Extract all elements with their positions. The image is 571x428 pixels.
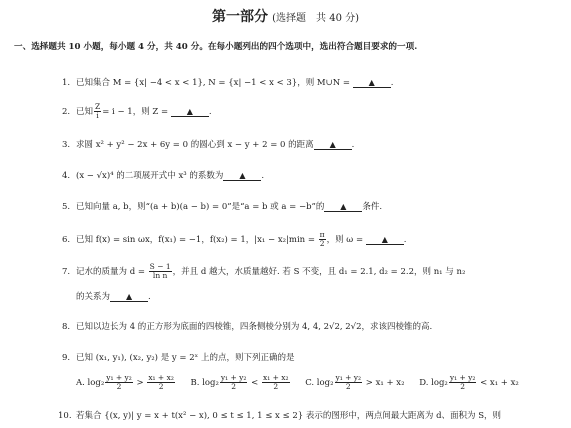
option-text: <	[248, 378, 261, 388]
question-1	[62, 76, 393, 88]
fraction-bottom: i	[96, 111, 99, 120]
question-number: 10.	[58, 411, 72, 421]
question-text: 若集合 {(x, y)| y = x + t(x² − x), 0 ≤ t ≤ 1, 1 ≤ x ≤ 2} 表示的图形中，两点间最大距离为 d、面积为 S，则	[76, 411, 502, 421]
question-text: 已知向量 a, b，则“(a + b)(a − b) = 0”是“a = b 或 a = −b”的	[76, 202, 325, 212]
page-title	[0, 6, 571, 26]
fraction	[105, 374, 133, 391]
fraction-top: y₁ + y₂	[449, 373, 476, 382]
question-end: .	[148, 292, 151, 302]
fraction-bottom: 2	[319, 239, 325, 248]
fraction-bottom: 2	[460, 382, 465, 391]
fraction-bottom: 2	[345, 382, 351, 391]
question-7	[62, 263, 465, 280]
option-label: B. log₂	[190, 378, 219, 388]
fraction	[335, 374, 363, 391]
question-7-line2	[76, 290, 151, 302]
question-text: 记水的质量为 d =	[76, 267, 148, 277]
fraction-top: x₁ + x₂	[262, 373, 289, 382]
option-label: A. log₂	[76, 378, 105, 388]
fraction	[147, 374, 175, 391]
question-end: 条件.	[362, 202, 383, 212]
fraction	[449, 374, 477, 391]
question-text: 已知以边长为 4 的正方形为底面的四棱锥，四条侧棱分别为 4, 4, 2√2, 2√2，求该四棱锥的高.	[76, 322, 433, 332]
title-sub: (选择题 共 40 分)	[272, 13, 360, 24]
option-a[interactable]	[76, 374, 176, 391]
fraction-bottom: 2	[231, 382, 237, 391]
question-3	[62, 138, 354, 150]
option-d[interactable]	[419, 374, 519, 391]
answer-blank[interactable]: ▲	[171, 108, 209, 117]
question-text: 已知集合 M = {x| −4 < x < 1}, N = {x| −1 < x < 3}，则 M∪N =	[76, 78, 353, 88]
question-text: 已知	[76, 107, 94, 117]
fraction-top: y₁ + y₂	[220, 373, 247, 382]
question-number: 9.	[62, 353, 71, 363]
section-instruction: 一、选择题共 10 小题，每小题 4 分，共 40 分。在每小题列出的四个选项中，选出符合题目要求的一项.	[14, 42, 418, 52]
fraction-top: S − 1	[149, 262, 171, 271]
option-c[interactable]	[305, 374, 404, 391]
question-number: 3.	[62, 140, 71, 150]
question-text: 的关系为	[76, 292, 111, 302]
question-6	[62, 231, 406, 248]
question-number: 8.	[62, 322, 71, 332]
question-2	[62, 103, 212, 120]
question-number: 7.	[62, 267, 71, 277]
question-text: 求圆 x² + y² − 2x + 6y = 0 的圆心到 x − y + 2 = 0 的距离	[76, 140, 314, 150]
question-text: = i − 1，则 Z =	[102, 107, 171, 117]
fraction-bottom: 2	[116, 382, 122, 391]
question-text: (x − √x)⁴ 的二项展开式中 x³ 的系数为	[76, 171, 224, 181]
option-text: < x₁ + x₂	[477, 378, 519, 388]
fraction	[149, 263, 172, 280]
option-label: D. log₂	[419, 378, 448, 388]
question-end: .	[403, 235, 407, 245]
question-end: .	[208, 107, 212, 117]
question-text: 已知 (x₁, y₁), (x₂, y₂) 是 y = 2ˣ 上的点，则下列正确的是	[76, 353, 295, 363]
fraction	[94, 103, 101, 120]
question-number: 2.	[62, 107, 71, 117]
title-main: 第一部分	[211, 9, 268, 25]
fraction-bottom: 2	[158, 382, 164, 391]
fraction-bottom: 2	[273, 382, 279, 391]
option-b[interactable]	[191, 374, 291, 391]
question-10	[58, 409, 501, 421]
answer-blank[interactable]: ▲	[314, 141, 352, 150]
question-end: .	[351, 140, 355, 150]
fraction	[220, 374, 248, 391]
answer-blank[interactable]: ▲	[110, 293, 148, 302]
question-number: 1.	[62, 78, 71, 88]
question-number: 6.	[62, 235, 71, 245]
answer-blank[interactable]: ▲	[353, 79, 391, 88]
option-text: >	[133, 378, 147, 388]
fraction	[319, 231, 326, 248]
question-text: ，则 ω =	[326, 235, 366, 245]
option-text: > x₁ + x₂	[363, 378, 405, 388]
fraction-top: y₁ + y₂	[335, 373, 362, 382]
fraction-bottom: ln n	[152, 271, 168, 280]
fraction-top: y₁ + y₂	[106, 373, 132, 382]
question-8	[62, 320, 432, 332]
question-end: .	[261, 171, 265, 181]
answer-blank[interactable]: ▲	[366, 236, 404, 245]
answer-blank[interactable]: ▲	[324, 203, 362, 212]
fraction	[262, 374, 290, 391]
fraction-top: π	[319, 230, 325, 239]
question-end: .	[390, 78, 394, 88]
fraction-top: Z	[95, 102, 101, 111]
question-number: 5.	[62, 202, 71, 212]
question-number: 4.	[62, 171, 71, 181]
question-9-options	[76, 374, 519, 391]
question-5	[62, 200, 382, 212]
option-label: C. log₂	[305, 378, 334, 388]
answer-blank[interactable]: ▲	[223, 172, 261, 181]
question-9	[62, 351, 294, 363]
question-text: ，并且 d 越大，水质量越好. 若 S 不变，且 d₁ = 2.1, d₂ = 2.2，则 n₁ 与 n₂	[172, 267, 466, 277]
question-4	[62, 169, 264, 181]
fraction-top: x₁ + x₂	[148, 373, 174, 382]
question-text: 已知 f(x) = sin ωx，f(x₁) = −1，f(x₂) = 1，|x₁ − x₂|min =	[76, 235, 318, 245]
